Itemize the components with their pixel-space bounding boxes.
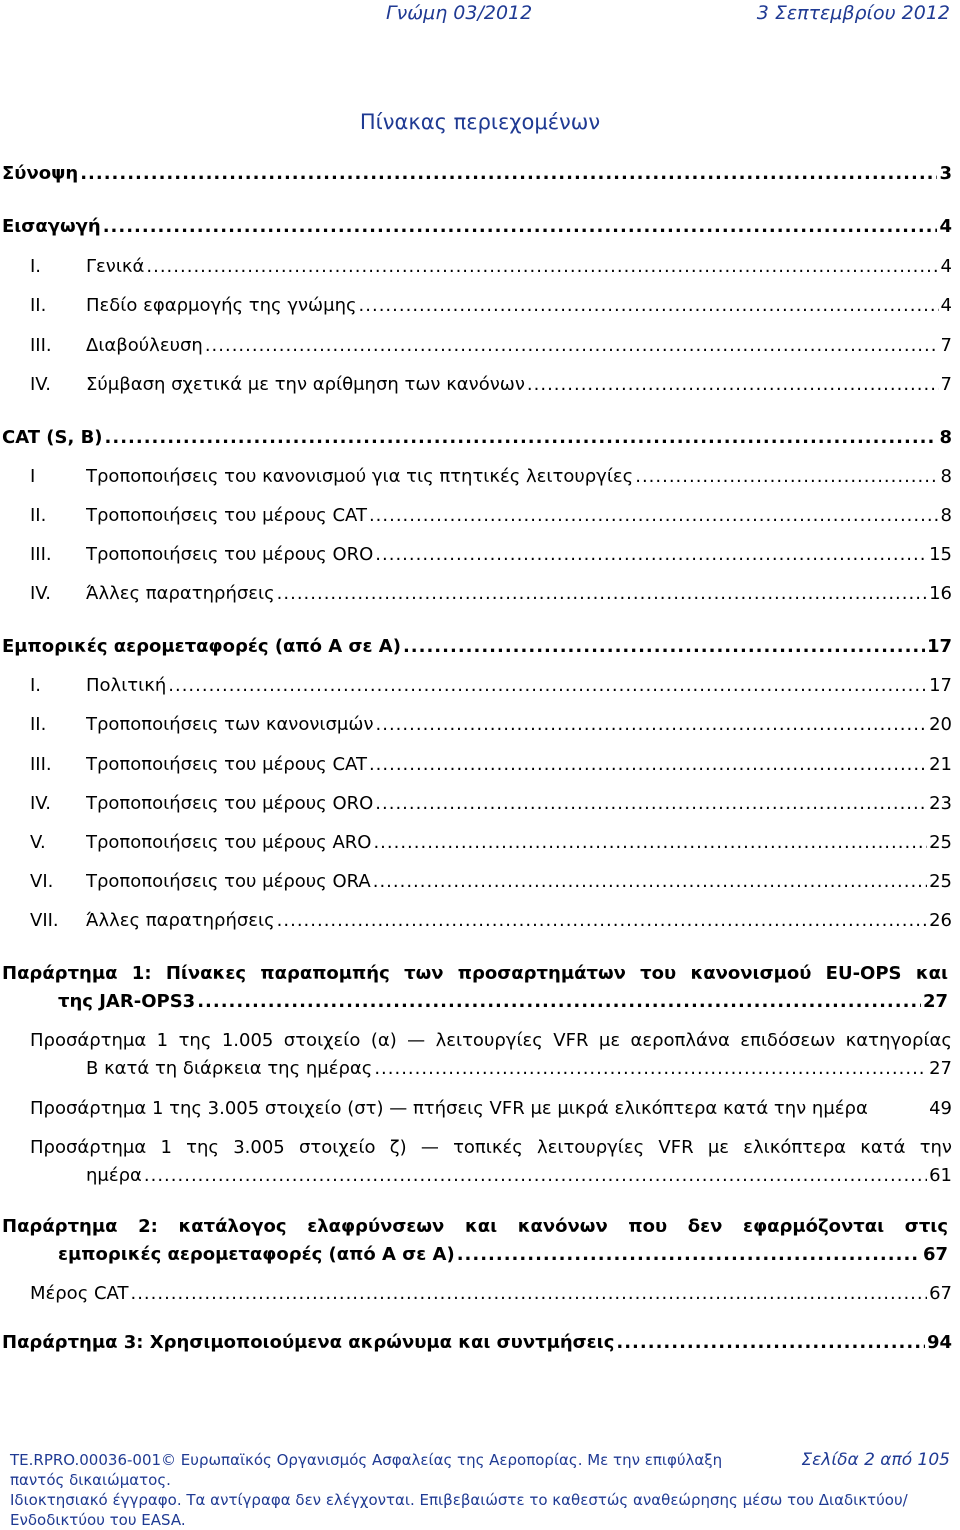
toc-entry-text: Παράρτημα 1: Πίνακες παραπομπής των προσαρτημάτων του κανονισμού EU-OPS και (2, 963, 948, 984)
toc-entry-page: 20 (929, 714, 952, 735)
toc-entry-number: VI. (30, 871, 54, 892)
toc-entry-page: 61 (929, 1165, 952, 1186)
footer-copyright: TE.RPRO.00036-001© Ευρωπαϊκός Οργανισμός Ασφαλείας της Αεροπορίας. Με την επιφύλαξη παντός δικαιώματος. (10, 1451, 723, 1489)
toc-leader (616, 1332, 925, 1353)
toc-entry[interactable] (0, 295, 960, 323)
toc-entry-text: Προσάρτημα 1 της 3.005 στοιχείο (στ) — πτήσεις VFR με μικρά ελικόπτερα κατά την ημέρα (30, 1098, 868, 1119)
toc-leader (130, 1280, 927, 1308)
toc-leader (369, 754, 927, 775)
toc-entry[interactable] (0, 335, 960, 363)
toc-entry-page: 49 (929, 1098, 952, 1119)
toc-title: Πίνακας περιεχομένων (359, 110, 601, 134)
toc-entry-appendix[interactable] (30, 1095, 952, 1123)
toc-entry-page: 23 (929, 793, 952, 814)
toc-entry-page: 4 (940, 295, 952, 316)
toc-entry-page: 16 (929, 583, 952, 604)
toc-entry-number: V. (30, 832, 46, 853)
toc-entry-text: Τροποποιήσεις του κανονισμού για τις πτητικές λειτουργίες (86, 466, 634, 487)
toc-entry[interactable] (0, 374, 960, 402)
toc-entry-text: Τροποποιήσεις του μέρους ARO (86, 832, 372, 853)
toc-entry-text: CAT (S, B) (2, 427, 103, 448)
toc-leader (105, 427, 938, 448)
toc-entry-page: 8 (939, 427, 952, 448)
toc-entry-page: 4 (940, 256, 952, 277)
toc-entry-synopsis[interactable] (0, 163, 960, 191)
toc-entry-page: 25 (929, 871, 952, 892)
toc-entry-text: Τροποποιήσεις των κανονισμών (86, 714, 374, 735)
toc-entry-text-cont: της JAR-OPS3 (58, 991, 196, 1012)
toc-entry-page: 27 (929, 1058, 952, 1079)
toc-entry-text: Εμπορικές αερομεταφορές (από Α σε Α) (2, 636, 401, 657)
toc-entry-page: 7 (940, 335, 952, 356)
footer-disclaimer: Ιδιοκτησιακό έγγραφο. Τα αντίγραφα δεν ελέγχονται. Επιβεβαιώστε το καθεστώς αναθεώρησης μέσω του Διαδικτύου/Ενδοδικτύου του EASA. (10, 1491, 908, 1529)
toc-entry-text: Άλλες παρατηρήσεις (86, 583, 275, 604)
toc-entry-text: Τροποποιήσεις του μέρους ORO (86, 544, 374, 565)
toc-entry-commercial-air-transport[interactable] (0, 636, 960, 664)
toc-entry-page: 15 (929, 544, 952, 565)
toc-entry-text: Παράρτημα 2: κατάλογος ελαφρύνσεων και κανόνων που δεν εφαρμόζονται στις (2, 1216, 948, 1237)
header-date: 3 Σεπτεμβρίου 2012 (756, 2, 950, 24)
toc-entry-number: VII. (30, 910, 59, 931)
toc-entry[interactable] (0, 714, 960, 742)
toc-entry-number: I. (30, 256, 42, 277)
toc-entry-page: 17 (929, 675, 952, 696)
toc-entry-page: 3 (939, 163, 952, 184)
toc-entry-text: Τροποποιήσεις του μέρους CAT (86, 754, 367, 775)
toc-entry-text: Πεδίο εφαρμογής της γνώμης (86, 295, 357, 316)
toc-entry-annex-2[interactable] (2, 1213, 948, 1269)
toc-entry-number: IV. (30, 374, 52, 395)
toc-leader (374, 1055, 927, 1083)
toc-entry-appendix[interactable] (30, 1134, 952, 1190)
toc-entry-text-cont: ημέρα (86, 1165, 142, 1186)
footer-page-number: Σελίδα 2 από 105 (801, 1450, 950, 1470)
toc-leader (527, 374, 939, 395)
page-footer (10, 1450, 950, 1530)
toc-entry-text: Παράρτημα 3: Χρησιμοποιούμενα ακρώνυμα και συντμήσεις (2, 1332, 615, 1353)
toc-entry-text-cont: Β κατά τη διάρκεια της ημέρας (86, 1058, 373, 1079)
toc-entry-number: III. (30, 335, 52, 356)
toc-entry-annex-1[interactable] (2, 960, 948, 1016)
toc-leader (373, 871, 927, 892)
toc-entry-text-cont: εμπορικές αερομεταφορές (από Α σε Α) (58, 1244, 455, 1265)
toc-entry[interactable] (0, 583, 960, 611)
toc-entry-number: I. (30, 675, 42, 696)
toc-leader (277, 583, 927, 604)
toc-entry-page: 26 (929, 910, 952, 931)
toc-entry-text: Σύμβαση σχετικά με την αρίθμηση των κανόνων (86, 374, 525, 395)
toc-entry-number: II. (30, 295, 47, 316)
toc-entry-page: 67 (929, 1283, 952, 1304)
toc-entry[interactable] (0, 871, 960, 899)
toc-entry[interactable] (0, 754, 960, 782)
toc-leader (146, 256, 938, 277)
toc-entry[interactable] (0, 505, 960, 533)
toc-leader (635, 466, 938, 487)
toc-leader (369, 505, 939, 526)
toc-entry[interactable] (0, 832, 960, 860)
toc-leader (197, 988, 921, 1016)
toc-entry-page: 94 (926, 1332, 952, 1353)
toc-entry[interactable] (0, 793, 960, 821)
toc-entry-appendix[interactable] (30, 1027, 952, 1083)
toc-entry-number: III. (30, 754, 52, 775)
toc-leader (373, 832, 927, 853)
toc-entry-page: 25 (929, 832, 952, 853)
toc-leader (80, 163, 937, 184)
toc-entry-page: 21 (929, 754, 952, 775)
toc-entry-text: Προσάρτημα 1 της 3.005 στοιχείο ζ) — τοπικές λειτουργίες VFR με ελικόπτερα κατά την (30, 1137, 952, 1158)
header-doc-id: Γνώμη 03/2012 (386, 2, 533, 24)
toc-entry-number: IV. (30, 793, 52, 814)
toc-entry-text: Γενικά (86, 256, 145, 277)
toc-entry-annex-3[interactable] (0, 1332, 960, 1360)
toc-entry-number: IV. (30, 583, 52, 604)
toc-entry[interactable] (0, 544, 960, 572)
toc-entry-page: 27 (922, 991, 948, 1012)
toc-entry-text: Προσάρτημα 1 της 1.005 στοιχείο (α) — λειτουργίες VFR με αεροπλάνα επιδόσεων κατηγορίας (30, 1030, 952, 1051)
toc-entry-text: Τροποποιήσεις του μέρους ORA (86, 871, 371, 892)
toc-entry-introduction[interactable] (0, 216, 960, 244)
toc-leader (375, 544, 927, 565)
toc-entry-text: Εισαγωγή (2, 216, 101, 237)
toc-entry-text: Πολιτική (86, 675, 167, 696)
toc-leader (277, 910, 927, 931)
toc-leader (403, 636, 925, 657)
toc-entry-number: II. (30, 505, 47, 526)
toc-entry[interactable] (0, 675, 960, 703)
toc-leader (103, 216, 938, 237)
toc-entry[interactable] (0, 910, 960, 938)
toc-entry-text: Τροποποιήσεις του μέρους ORO (86, 793, 374, 814)
toc-leader (144, 1162, 927, 1190)
toc-leader (375, 793, 927, 814)
toc-entry-page: 8 (940, 505, 952, 526)
toc-entry-text: Μέρος CAT (30, 1283, 129, 1304)
toc-entry-page: 17 (926, 636, 952, 657)
toc-entry-text: Τροποποιήσεις του μέρους CAT (86, 505, 367, 526)
toc-entry-text: Διαβούλευση (86, 335, 203, 356)
toc-entry-text: Άλλες παρατηρήσεις (86, 910, 275, 931)
toc-leader (205, 335, 939, 356)
toc-entry-number: II. (30, 714, 47, 735)
toc-entry[interactable] (0, 466, 960, 494)
toc-entry-text: Σύνοψη (2, 163, 79, 184)
toc-entry-number: I (30, 466, 36, 487)
toc-leader (376, 714, 928, 735)
toc-entry-page: 67 (922, 1244, 948, 1265)
toc-entry-cat[interactable] (0, 427, 960, 455)
toc-entry[interactable] (0, 256, 960, 284)
toc-entry-part-cat[interactable] (30, 1280, 952, 1308)
toc-leader (359, 295, 939, 316)
toc-entry-page: 7 (940, 374, 952, 395)
toc-entry-page: 8 (940, 466, 952, 487)
toc-entry-number: III. (30, 544, 52, 565)
toc-leader (457, 1241, 921, 1269)
toc-leader (168, 675, 927, 696)
toc-entry-page: 4 (939, 216, 952, 237)
